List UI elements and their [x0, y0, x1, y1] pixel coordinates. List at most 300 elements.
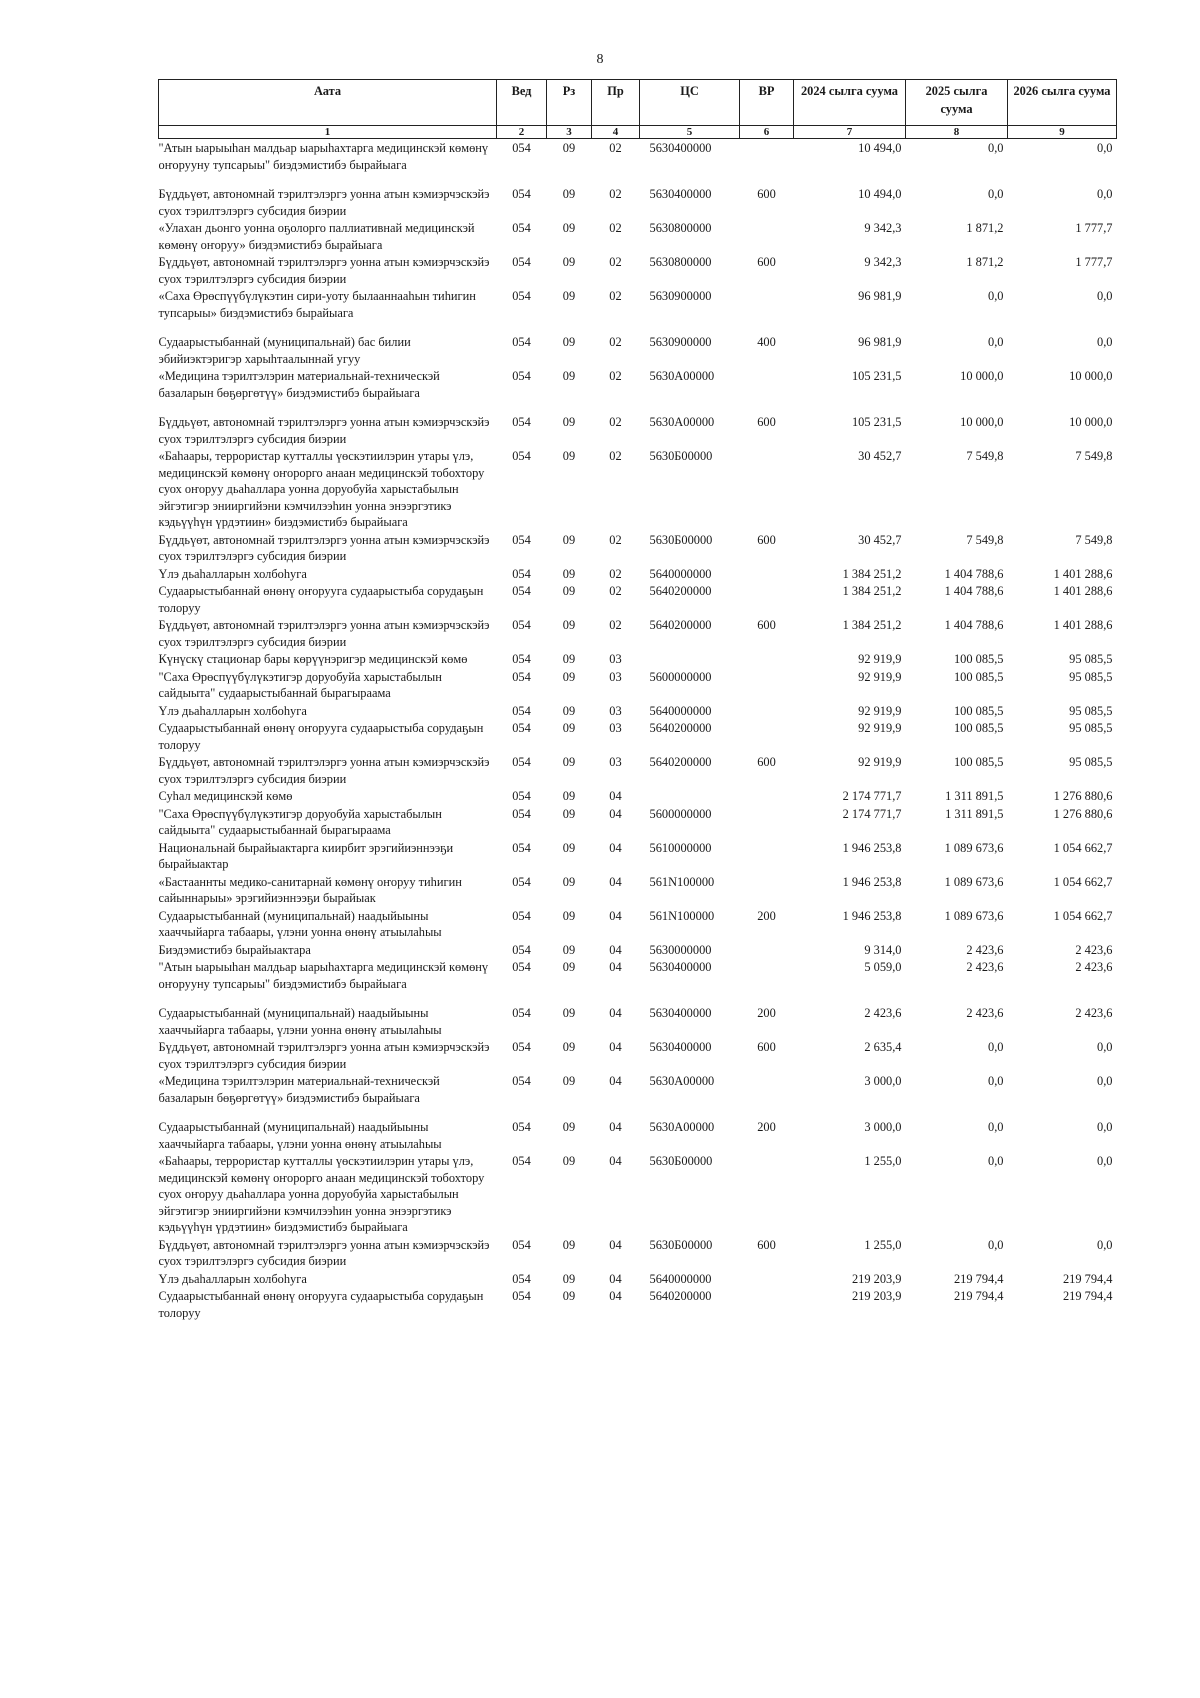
- row-amount-2025: 0,0: [988, 141, 1004, 155]
- header-rz: Рз: [547, 80, 592, 126]
- row-name: Судаарыстыбаннай (муниципальнай) наадыйыыны хааччыйарга табаары, үлэни уонна өнөнү атыылаһыы: [158, 908, 442, 939]
- row-rz: 09: [562, 1006, 576, 1020]
- row-rz: 09: [562, 369, 576, 383]
- row-amount-2025: 1 871,2: [966, 221, 1004, 235]
- row-pr: 02: [609, 187, 622, 201]
- column-number: 3: [547, 126, 592, 139]
- column-number: 9: [1008, 126, 1117, 139]
- row-amount-2026: 0,0: [1097, 1040, 1113, 1054]
- row-amount-2025: 10 000,0: [960, 415, 1004, 429]
- row-rz: 09: [562, 874, 576, 889]
- row-ved: 054: [512, 806, 531, 821]
- row-rz: 09: [562, 840, 576, 855]
- row-amount-2026: 2 423,6: [1075, 960, 1113, 974]
- row-name: Бүддьүөт, автономнай тэрилтэлэргэ уонна атын кэмиэрчэскэйэ суох тэрилтэлэргэ субсидия биэрии: [158, 532, 490, 563]
- row-vr: [740, 139, 794, 174]
- row-ved: 054: [512, 960, 531, 974]
- row-cs: 5630Б00000: [649, 532, 713, 547]
- row-name: "Саха Өрөспүүбүлүкэтигэр доруобуйа харыстабылын сайдыыта" судаарыстыбаннай бырагыраама: [158, 806, 442, 837]
- row-vr: 600: [757, 755, 776, 769]
- row-pr: 04: [609, 1271, 622, 1286]
- row-rz: 09: [562, 908, 576, 923]
- header-ved: Вед: [497, 80, 547, 126]
- table-row: [159, 616, 1117, 650]
- row-amount-2024: 9 342,3: [864, 255, 902, 269]
- row-amount-2024: 219 203,9: [851, 1271, 902, 1286]
- row-ved: 054: [512, 1040, 531, 1054]
- row-ved: 054: [512, 1154, 531, 1168]
- row-rz: 09: [562, 187, 576, 201]
- row-amount-2025: 7 549,8: [966, 532, 1004, 547]
- row-name: Судаарыстыбаннай өнөнү оҥорууга судаарыстыба сорудаҕын толоруу: [158, 584, 484, 615]
- row-amount-2026: 1 401 288,6: [1053, 618, 1113, 632]
- row-rz: 09: [562, 703, 576, 718]
- row-ved: 054: [512, 874, 531, 889]
- row-pr: 03: [609, 669, 622, 684]
- row-name: "Атын ыарыыһан малдьар ыарыһахтарга медицинскэй көмөнү оҥорууну тупсарыы" биэдэмистибэ бырайыага: [158, 960, 489, 991]
- row-pr: 02: [609, 141, 622, 155]
- table-row: [159, 805, 1117, 839]
- row-name: «Бастааннты медико-санитарнай көмөнү оҥоруу тиһигин сайыннарыы» эрэгийиэннээҕи бырайыак: [158, 874, 462, 905]
- row-vr: [740, 582, 794, 616]
- row-rz: 09: [562, 141, 576, 155]
- table-row: [159, 1038, 1117, 1072]
- row-ved: 054: [512, 221, 531, 235]
- table-row: [159, 447, 1117, 531]
- row-pr: 02: [609, 618, 622, 632]
- row-cs: [640, 650, 740, 668]
- row-rz: 09: [562, 942, 576, 957]
- row-rz: 09: [562, 1154, 576, 1168]
- row-amount-2026: 1 401 288,6: [1053, 566, 1113, 581]
- row-name: Биэдэмистибэ бырайыактара: [158, 942, 311, 957]
- row-amount-2026: 0,0: [1097, 141, 1113, 155]
- row-vr: 600: [757, 1040, 776, 1054]
- row-amount-2026: 7 549,8: [1075, 449, 1113, 463]
- row-ved: 054: [512, 1271, 531, 1286]
- row-vr: [740, 839, 794, 873]
- row-ved: 054: [512, 840, 531, 855]
- row-name: Бүддьүөт, автономнай тэрилтэлэргэ уонна атын кэмиэрчэскэйэ суох тэрилтэлэргэ субсидия биэрии: [158, 755, 490, 786]
- row-amount-2025: 2 423,6: [966, 960, 1004, 974]
- row-amount-2026: 95 085,5: [1069, 652, 1113, 666]
- row-ved: 054: [512, 1289, 531, 1303]
- row-name: Үлэ дьаһалларын холбоһуга: [158, 1271, 307, 1286]
- row-amount-2024: 3 000,0: [864, 1074, 902, 1088]
- row-amount-2026: 7 549,8: [1075, 532, 1113, 547]
- row-ved: 054: [512, 449, 531, 463]
- row-ved: 054: [512, 1120, 531, 1134]
- row-amount-2025: 0,0: [988, 1040, 1004, 1054]
- row-name: Судаарыстыбаннай (муниципальнай) наадыйыыны хааччыйарга табаары, үлэни уонна өнөнү атыылаһыы: [158, 1120, 442, 1151]
- column-number: 5: [640, 126, 740, 139]
- row-amount-2024: 9 314,0: [864, 942, 902, 957]
- row-vr: [740, 873, 794, 907]
- row-name: Национальнай бырайыактарга киирбит эрэгийиэннээҕи бырайыактар: [158, 840, 454, 871]
- header-2024: 2024 сылга суума: [794, 80, 906, 126]
- row-vr: [740, 650, 794, 668]
- table-row: [159, 1118, 1117, 1152]
- row-name: «Баһаары, террористар кутталлы үөскэтиилэрин утары үлэ, медицинскэй көмөнү оҥорорго анаан медицинскэй тобохтору суох оҥоруу дьаһаллара уонна доруобуйа харыстабылын эйгэтигэр энииргийэни кэмчилээһин уонна энээргэтикэ кэдьүүһүн үрдэтиин» биэдэмистибэ бырайыага: [158, 1154, 485, 1234]
- row-amount-2026: 1 777,7: [1075, 221, 1113, 235]
- row-amount-2026: 0,0: [1097, 1237, 1113, 1252]
- row-amount-2026: 95 085,5: [1069, 721, 1113, 735]
- row-amount-2024: 3 000,0: [864, 1120, 902, 1134]
- column-number: 2: [497, 126, 547, 139]
- row-amount-2026: 2 423,6: [1075, 1006, 1113, 1020]
- row-name: "Атын ыарыыһан малдьар ыарыһахтарга медицинскэй көмөнү оҥорууну тупсарыы" биэдэмистибэ бырайыага: [158, 141, 489, 172]
- row-spacer: [159, 173, 1117, 185]
- row-name: Суһал медицинскэй көмө: [158, 789, 293, 803]
- row-cs: 5640200000: [649, 618, 712, 632]
- row-amount-2025: 0,0: [988, 1120, 1004, 1134]
- row-pr: 02: [609, 369, 622, 383]
- row-name: "Саха Өрөспүүбүлүкэтигэр доруобуйа харыстабылын сайдыыта" судаарыстыбаннай бырагыраама: [158, 669, 442, 700]
- row-cs: 5630А00000: [649, 415, 715, 429]
- row-rz: 09: [562, 1237, 576, 1252]
- row-amount-2024: 2 174 771,7: [842, 789, 902, 803]
- row-amount-2025: 2 423,6: [966, 1006, 1004, 1020]
- row-vr: 600: [757, 255, 776, 269]
- table-row: [159, 1236, 1117, 1270]
- row-amount-2024: 9 342,3: [864, 221, 902, 235]
- row-amount-2026: 0,0: [1097, 289, 1113, 303]
- table-row: [159, 582, 1117, 616]
- row-amount-2025: 10 000,0: [960, 369, 1004, 383]
- row-spacer: [159, 401, 1117, 413]
- row-pr: 04: [609, 1120, 622, 1134]
- row-vr: [740, 668, 794, 702]
- row-name: Судаарыстыбаннай өнөнү оҥорууга судаарыстыба сорудаҕын толоруу: [158, 1289, 484, 1320]
- row-name: Судаарыстыбаннай өнөнү оҥорууга судаарыстыба сорудаҕын толоруу: [158, 721, 484, 752]
- row-pr: 04: [609, 874, 622, 889]
- row-amount-2025: 0,0: [988, 289, 1004, 303]
- row-cs: 5630800000: [649, 221, 712, 235]
- row-vr: 600: [757, 415, 776, 429]
- row-vr: [740, 1287, 794, 1321]
- row-amount-2024: 10 494,0: [858, 187, 902, 201]
- row-amount-2025: 1 311 891,5: [945, 806, 1004, 821]
- row-rz: 09: [562, 1271, 576, 1286]
- row-vr: [740, 941, 794, 959]
- row-pr: 02: [609, 289, 622, 303]
- row-vr: [740, 805, 794, 839]
- row-ved: 054: [512, 369, 531, 383]
- table-row: [159, 719, 1117, 753]
- row-amount-2024: 105 231,5: [851, 369, 902, 383]
- row-ved: 054: [512, 415, 531, 429]
- row-amount-2026: 1 401 288,6: [1053, 584, 1113, 598]
- row-rz: 09: [562, 532, 576, 547]
- row-vr: 600: [757, 532, 776, 547]
- row-amount-2025: 219 794,4: [953, 1289, 1004, 1303]
- row-rz: 09: [562, 221, 576, 235]
- row-vr: [740, 1152, 794, 1236]
- row-amount-2025: 100 085,5: [953, 652, 1004, 666]
- row-vr: [740, 1270, 794, 1288]
- row-amount-2026: 0,0: [1097, 1074, 1113, 1088]
- table-row: [159, 333, 1117, 367]
- header-cs: ЦС: [640, 80, 740, 126]
- row-amount-2025: 100 085,5: [953, 669, 1004, 684]
- row-pr: 04: [609, 1074, 622, 1088]
- row-ved: 054: [512, 755, 531, 769]
- table-row: [159, 873, 1117, 907]
- row-amount-2024: 1 384 251,2: [842, 584, 902, 598]
- row-spacer: [159, 992, 1117, 1004]
- row-cs: 5630800000: [649, 255, 712, 269]
- row-cs: 561N100000: [649, 908, 715, 923]
- row-ved: 054: [512, 652, 531, 666]
- column-number: 8: [906, 126, 1008, 139]
- row-pr: 04: [609, 789, 622, 803]
- row-pr: 04: [609, 1006, 622, 1020]
- row-rz: 09: [562, 960, 576, 974]
- row-pr: 04: [609, 1154, 622, 1168]
- row-amount-2025: 219 794,4: [953, 1271, 1004, 1286]
- row-amount-2024: 1 255,0: [864, 1154, 902, 1168]
- table-row: [159, 958, 1117, 992]
- row-vr: 600: [757, 187, 776, 201]
- row-ved: 054: [512, 1006, 531, 1020]
- row-rz: 09: [562, 1074, 576, 1088]
- table-row: [159, 787, 1117, 805]
- row-amount-2024: 10 494,0: [858, 141, 902, 155]
- table-row: [159, 413, 1117, 447]
- row-ved: 054: [512, 532, 531, 547]
- row-amount-2026: 1 276 880,6: [1053, 789, 1113, 803]
- row-name: «Медицина тэрилтэлэрин материальнай-техническэй базаларын бөҕөргөтүү» биэдэмистибэ бырайыага: [158, 1074, 440, 1105]
- table-row: [159, 1072, 1117, 1106]
- row-amount-2025: 0,0: [988, 1154, 1004, 1168]
- row-rz: 09: [562, 584, 576, 598]
- row-ved: 054: [512, 1074, 531, 1088]
- row-pr: 02: [609, 584, 622, 598]
- row-amount-2024: 96 981,9: [858, 289, 902, 303]
- row-name: Үлэ дьаһалларын холбоһуга: [158, 566, 307, 581]
- budget-table: [158, 79, 1117, 1321]
- row-name: Судаарыстыбаннай (муниципальнай) бас билии эбийиэктэригэр харыһтаалыннай угуу: [158, 335, 411, 366]
- row-name: Үлэ дьаһалларын холбоһуга: [158, 703, 307, 718]
- row-ved: 054: [512, 703, 531, 718]
- row-cs: 5630Б00000: [649, 1237, 713, 1252]
- row-cs: 5610000000: [649, 840, 712, 855]
- row-rz: 09: [562, 789, 576, 803]
- row-amount-2026: 2 423,6: [1075, 942, 1113, 957]
- row-ved: 054: [512, 721, 531, 735]
- row-vr: [740, 287, 794, 321]
- row-spacer-cell: [159, 321, 1117, 333]
- header-2025: 2025 сылга суума: [906, 80, 1008, 126]
- row-cs: 5640200000: [649, 755, 712, 769]
- row-vr: [740, 719, 794, 753]
- row-rz: 09: [562, 1120, 576, 1134]
- row-name: «Медицина тэрилтэлэрин материальнай-техническэй базаларын бөҕөргөтүү» биэдэмистибэ бырайыага: [158, 369, 440, 400]
- row-vr: 600: [757, 1237, 776, 1252]
- table-row: [159, 367, 1117, 401]
- row-cs: [640, 787, 740, 805]
- row-ved: 054: [512, 618, 531, 632]
- row-amount-2026: 1 777,7: [1075, 255, 1113, 269]
- row-cs: 5600000000: [649, 806, 712, 821]
- row-rz: 09: [562, 755, 576, 769]
- row-vr: [740, 787, 794, 805]
- table-row: [159, 185, 1117, 219]
- table-row: [159, 941, 1117, 959]
- row-cs: 5630400000: [649, 960, 712, 974]
- row-pr: 04: [609, 840, 622, 855]
- row-amount-2026: 0,0: [1097, 187, 1113, 201]
- table-row: [159, 287, 1117, 321]
- row-amount-2024: 1 946 253,8: [842, 908, 902, 923]
- row-pr: 04: [609, 1237, 622, 1252]
- row-name: «Саха Өрөспүүбүлүкэтин сири-уоту былааннааһын тиһигин тупсарыы» биэдэмистибэ бырайыага: [158, 289, 476, 320]
- row-amount-2025: 1 871,2: [966, 255, 1004, 269]
- row-pr: 02: [609, 566, 622, 581]
- row-amount-2026: 0,0: [1097, 335, 1113, 349]
- row-pr: 04: [609, 942, 622, 957]
- row-rz: 09: [562, 669, 576, 684]
- row-amount-2024: 1 946 253,8: [842, 874, 902, 889]
- row-ved: 054: [512, 255, 531, 269]
- row-spacer-cell: [159, 173, 1117, 185]
- row-amount-2026: 10 000,0: [1069, 415, 1113, 429]
- row-vr: 200: [757, 908, 776, 923]
- column-number-row: [159, 126, 1117, 139]
- row-cs: 5640200000: [649, 721, 712, 735]
- row-rz: 09: [562, 1289, 576, 1303]
- row-spacer-cell: [159, 992, 1117, 1004]
- row-ved: 054: [512, 566, 531, 581]
- row-cs: 5640200000: [649, 584, 712, 598]
- row-cs: 5630400000: [649, 141, 712, 155]
- row-pr: 04: [609, 1040, 622, 1054]
- row-amount-2025: 0,0: [988, 1074, 1004, 1088]
- row-vr: 200: [757, 1006, 776, 1020]
- header-name: Аата: [159, 80, 497, 126]
- table-row: [159, 139, 1117, 174]
- row-rz: 09: [562, 618, 576, 632]
- row-amount-2025: 2 423,6: [966, 942, 1004, 957]
- row-amount-2026: 0,0: [1097, 1154, 1113, 1168]
- row-amount-2025: 1 404 788,6: [944, 584, 1004, 598]
- row-rz: 09: [562, 415, 576, 429]
- row-pr: 03: [609, 721, 622, 735]
- row-cs: 5640000000: [649, 703, 712, 718]
- row-cs: 5630000000: [649, 942, 712, 957]
- row-name: Бүддьүөт, автономнай тэрилтэлэргэ уонна атын кэмиэрчэскэйэ суох тэрилтэлэргэ субсидия биэрии: [158, 1237, 490, 1268]
- row-rz: 09: [562, 1040, 576, 1054]
- row-amount-2026: 0,0: [1097, 1120, 1113, 1134]
- row-name: Бүддьүөт, автономнай тэрилтэлэргэ уонна атын кэмиэрчэскэйэ суох тэрилтэлэргэ субсидия биэрии: [158, 618, 490, 649]
- row-ved: 054: [512, 908, 531, 923]
- table-row: [159, 1152, 1117, 1236]
- row-amount-2024: 30 452,7: [858, 532, 902, 547]
- row-vr: [740, 367, 794, 401]
- header-2026: 2026 сылга суума: [1008, 80, 1117, 126]
- row-vr: [740, 447, 794, 531]
- table-row: [159, 253, 1117, 287]
- row-vr: [740, 1072, 794, 1106]
- row-name: Бүддьүөт, автономнай тэрилтэлэргэ уонна атын кэмиэрчэскэйэ суох тэрилтэлэргэ субсидия биэрии: [158, 415, 490, 446]
- row-pr: 04: [609, 1289, 622, 1303]
- row-pr: 02: [609, 221, 622, 235]
- row-pr: 04: [609, 806, 622, 821]
- row-amount-2024: 30 452,7: [858, 449, 902, 463]
- row-amount-2024: 5 059,0: [864, 960, 902, 974]
- row-ved: 054: [512, 335, 531, 349]
- table-row: [159, 839, 1117, 873]
- row-vr: [740, 219, 794, 253]
- row-pr: 02: [609, 532, 622, 547]
- table-row: [159, 702, 1117, 720]
- row-pr: 02: [609, 255, 622, 269]
- row-cs: 5630900000: [649, 335, 712, 349]
- row-amount-2026: 219 794,4: [1062, 1271, 1113, 1286]
- row-pr: 04: [609, 960, 622, 974]
- row-vr: 200: [757, 1120, 776, 1134]
- row-pr: 02: [609, 415, 622, 429]
- row-ved: 054: [512, 141, 531, 155]
- row-amount-2024: 105 231,5: [851, 415, 902, 429]
- row-vr: [740, 565, 794, 583]
- row-amount-2025: 100 085,5: [953, 703, 1004, 718]
- row-amount-2026: 10 000,0: [1069, 369, 1113, 383]
- row-amount-2025: 0,0: [988, 335, 1004, 349]
- row-cs: 5630А00000: [649, 369, 715, 383]
- row-cs: 5630400000: [649, 1006, 712, 1020]
- row-amount-2024: 92 919,9: [858, 669, 902, 684]
- row-spacer: [159, 321, 1117, 333]
- row-amount-2024: 2 423,6: [864, 1006, 902, 1020]
- row-amount-2025: 1 404 788,6: [944, 618, 1004, 632]
- table-row: [159, 668, 1117, 702]
- row-cs: 5630А00000: [649, 1074, 715, 1088]
- table-row: [159, 1270, 1117, 1288]
- row-amount-2024: 1 946 253,8: [842, 840, 902, 855]
- row-rz: 09: [562, 566, 576, 581]
- row-rz: 09: [562, 721, 576, 735]
- row-ved: 054: [512, 942, 531, 957]
- row-name: Күнүскү стационар бары көрүүнэригэр медицинскэй көмө: [158, 652, 468, 666]
- column-number: 4: [592, 126, 640, 139]
- row-amount-2025: 7 549,8: [966, 449, 1004, 463]
- row-ved: 054: [512, 669, 531, 684]
- table-row: [159, 753, 1117, 787]
- row-amount-2026: 95 085,5: [1069, 669, 1113, 684]
- header-row: [159, 80, 1117, 126]
- page-number: 8: [596, 52, 604, 67]
- row-name: «Улахан дьонго уонна оҕолорго паллиативнай медицинскэй көмөнү оҥоруу» биэдэмистибэ бырайыага: [158, 221, 475, 252]
- row-cs: 5630А00000: [649, 1120, 715, 1134]
- row-vr: 400: [757, 335, 776, 349]
- row-cs: 561N100000: [649, 874, 715, 889]
- table-row: [159, 650, 1117, 668]
- row-vr: [740, 958, 794, 992]
- row-cs: 5640000000: [649, 566, 712, 581]
- row-cs: 5600000000: [649, 669, 712, 684]
- row-amount-2025: 100 085,5: [953, 755, 1004, 769]
- row-cs: 5640000000: [649, 1271, 712, 1286]
- row-spacer-cell: [159, 1106, 1117, 1118]
- row-amount-2024: 92 919,9: [858, 755, 902, 769]
- header-vr: ВР: [740, 80, 794, 126]
- row-amount-2026: 1 276 880,6: [1053, 806, 1113, 821]
- row-cs: 5630400000: [649, 1040, 712, 1054]
- column-number: 6: [740, 126, 794, 139]
- row-rz: 09: [562, 652, 576, 666]
- row-pr: 03: [609, 755, 622, 769]
